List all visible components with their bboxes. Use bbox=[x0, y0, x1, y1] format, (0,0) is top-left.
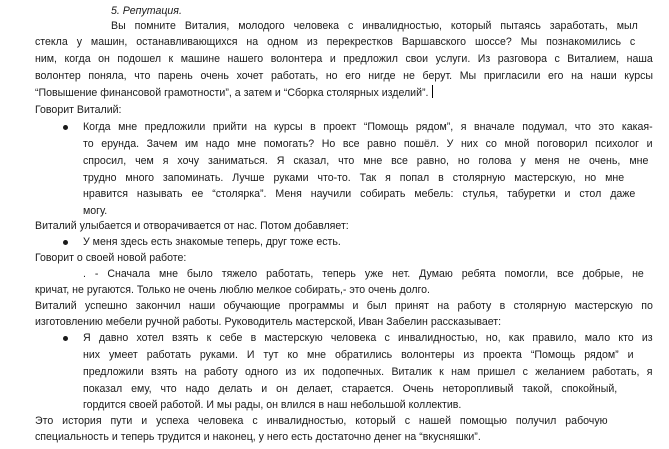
bullet-text-line: трудно много запоминать. Лучше руками что-то. Так я попал в столярную мастерскую, но мне bbox=[83, 172, 625, 184]
narration-line: Виталий успешно закончил наши обучающие программы и был принят на работу в столярную мастерскую по bbox=[35, 300, 653, 312]
bullet-text-line: У меня здесь есть знакомые теперь, друг тоже есть. bbox=[83, 236, 341, 248]
bullet-marker bbox=[63, 336, 68, 341]
intro-paragraph-line: Вы помните Виталия, молодого человека с инвалидностью, который пытаясь заработать, мыл bbox=[111, 20, 638, 32]
intro-paragraph-line: ним, когда он подошел к машине нашего волонтера и предложил свои услуги. Из разговора с Виталием, наша bbox=[35, 53, 653, 65]
closing-paragraph-line: Это история пути и успеха человека с инвалидностью, который с нашей помощью получил рабочую bbox=[35, 415, 608, 427]
quote-line: . - Сначала мне было тяжело работать, теперь уже нет. Думаю ребята помогли, все добрые, не bbox=[83, 268, 644, 280]
text-cursor bbox=[432, 85, 433, 98]
intro-paragraph-line: стекла у машин, останавливающихся на одном из перекрестков Варшавского шоссе? Мы познакомились с bbox=[35, 36, 636, 48]
bullet-text-line: то ерунда. Зачем им надо мне помогать? Но все равно пошёл. У них со мной поговорил психолог и bbox=[83, 138, 653, 150]
bullet-text-line: спросил, чем я хочу заниматься. Я сказал, что мне все равно, но голова у меня не очень, мне bbox=[83, 155, 649, 167]
bullet-text-line: них умеет работать руками. И тут ко мне обратились волонтеры из проекта “Помощь рядом” и bbox=[83, 349, 634, 361]
speaker-intro: Говорит о своей новой работе: bbox=[35, 252, 187, 264]
bullet-text-line: Когда мне предложили прийти на курсы в проект “Помощь рядом”, я вначале подумал, что это какая- bbox=[83, 121, 653, 133]
intro-paragraph-line: волонтер поняла, что парень очень хочет работать, но его нигде не берут. Мы пригласили его на наши курсы bbox=[35, 70, 654, 82]
bullet-text-line: нравится называть ее “столярка”. Меня научили собирать мебель: стулья, табуретки и стол даже bbox=[83, 188, 636, 200]
bullet-marker bbox=[63, 125, 68, 130]
bullet-text-line: могу. bbox=[83, 205, 108, 217]
narration-line: Виталий улыбается и отворачивается от нас. Потом добавляет: bbox=[35, 220, 349, 232]
bullet-text-line: предложили взять на работу одного из их подопечных. Виталик к нам пришел с желанием работать, я bbox=[83, 366, 653, 378]
intro-paragraph-line-last bbox=[35, 85, 433, 101]
narration-line: изготовлению мебели ручной работы. Руководитель мастерской, Иван Забелин рассказывает: bbox=[35, 316, 502, 328]
section-heading: 5. Репутация. bbox=[111, 5, 182, 17]
bullet-text-line: Я давно хотел взять к себе в мастерскую человека с инвалидностью, но, как правило, мало кто из bbox=[83, 332, 653, 344]
speaker-intro: Говорит Виталий: bbox=[35, 104, 122, 116]
quote-line: кричат, не ругаются. Только не очень люблю мелкое собирать,- это очень долго. bbox=[35, 284, 431, 296]
intro-paragraph-text: “Повышение финансовой грамотности”, а затем и “Сборка столярных изделий”. bbox=[35, 87, 429, 99]
bullet-text-line: гордится своей работой. И мы рады, он влился в наш небольшой коллектив. bbox=[83, 399, 462, 411]
bullet-marker bbox=[63, 240, 68, 245]
closing-paragraph-line: специальность и теперь трудится и наконец, у него есть достаточно денег на “вкусняшки”. bbox=[35, 431, 481, 443]
bullet-text-line: показал ему, что надо делать и он делает, старается. Очень неторопливый такой, спокойный, bbox=[83, 383, 618, 395]
